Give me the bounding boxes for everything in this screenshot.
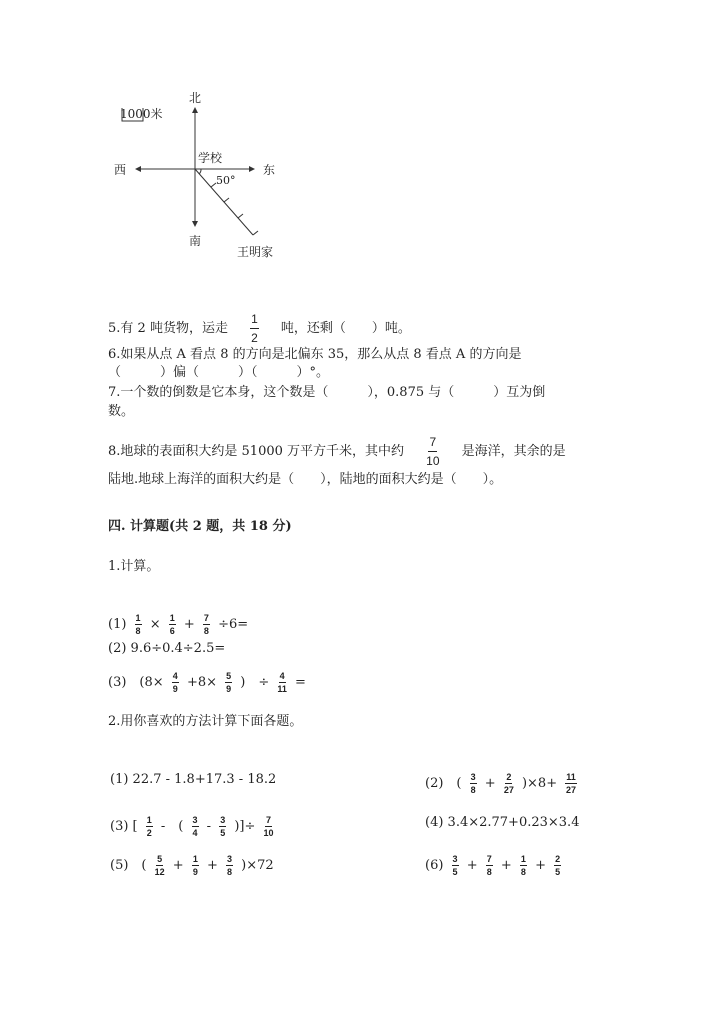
expression-text: =: [290, 675, 306, 690]
numerator: 3: [220, 815, 226, 825]
numerator: 4: [279, 671, 285, 681]
denominator: 2: [251, 331, 258, 345]
expression-text: )×8+: [517, 776, 562, 791]
fraction: [452, 853, 459, 878]
numerator: 1: [192, 854, 198, 864]
expression-text: (2) (: [425, 776, 466, 791]
denominator: 8: [470, 785, 476, 795]
section-heading: 四. 计算题(共 2 题，共 18 分): [108, 519, 292, 534]
fraction: [226, 853, 233, 878]
question-6-line2: （ ）偏（ ）（ ）°。: [108, 365, 330, 380]
fraction: [426, 433, 439, 470]
expression-text: (6): [425, 858, 448, 873]
expression-text: +: [168, 858, 188, 873]
denominator: 10: [426, 454, 440, 468]
question-6-line1: 6.如果从点 A 看点 8 的方向是北偏东 35，那么从点 8 看点 A 的方向是: [108, 347, 522, 362]
numerator: 5: [157, 854, 163, 864]
denominator: 11: [277, 684, 287, 694]
denominator: 9: [172, 684, 178, 694]
expression-text: - (: [156, 819, 188, 834]
north-label: 北: [189, 91, 202, 105]
denominator: 10: [263, 828, 274, 838]
question-8-line1: [108, 433, 566, 470]
expression-text: +: [179, 617, 199, 632]
question-5: [108, 310, 411, 347]
numerator: 1: [169, 613, 175, 623]
expression-text: +8×: [182, 675, 222, 690]
scale-label: 1000米: [120, 107, 163, 121]
fraction: [264, 814, 274, 839]
school-label: 学校: [198, 151, 223, 165]
expression-text: (5) (: [110, 858, 151, 873]
denominator: 27: [503, 785, 514, 795]
denominator: 5: [452, 867, 458, 877]
denominator: 8: [486, 867, 492, 877]
expression-text: +: [202, 858, 222, 873]
numerator: 2: [555, 854, 561, 864]
numerator: 2: [506, 772, 512, 782]
calc2-title: 2.用你喜欢的方法计算下面各题。: [108, 714, 303, 729]
numerator: 7: [428, 433, 437, 452]
expression-text: )]÷: [230, 819, 260, 834]
denominator: 9: [226, 684, 232, 694]
fraction: [135, 612, 142, 637]
denominator: 4: [192, 828, 198, 838]
fraction: [192, 853, 199, 878]
expression-text: 是海洋，其余的是: [457, 444, 566, 459]
expression-text: ÷6=: [213, 617, 249, 632]
question-7-line2: 数。: [108, 404, 135, 419]
denominator: 8: [135, 626, 141, 636]
denominator: 8: [520, 867, 526, 877]
expression-text: +: [462, 858, 482, 873]
fraction: [172, 670, 179, 695]
expression-text: )×72: [237, 858, 274, 873]
expression-text: (2) 9.6÷0.4÷2.5=: [108, 641, 226, 656]
denominator: 9: [192, 867, 198, 877]
expression-text: (1): [108, 617, 131, 632]
denominator: 5: [555, 867, 561, 877]
expression-text: ×: [145, 617, 165, 632]
expression-text: 5.有 2 吨货物，运走: [108, 321, 233, 336]
fraction: [219, 814, 226, 839]
fraction: [203, 612, 210, 637]
numerator: 11: [566, 772, 576, 782]
denominator: 27: [565, 785, 576, 795]
calc1-item-3: [108, 670, 306, 695]
numerator: 5: [226, 671, 232, 681]
numerator: 7: [486, 854, 492, 864]
fraction: [225, 670, 232, 695]
numerator: 1: [135, 613, 141, 623]
numerator: 1: [250, 310, 259, 329]
fraction: [504, 771, 514, 796]
fraction: [277, 670, 287, 695]
fraction: [155, 853, 165, 878]
numerator: 7: [203, 613, 209, 623]
calc1-title: 1.计算。: [108, 559, 160, 574]
numerator: 3: [452, 854, 458, 864]
fraction: [250, 310, 259, 347]
fraction: [169, 612, 176, 637]
denominator: 2: [146, 828, 152, 838]
denominator: 8: [203, 626, 209, 636]
calc2-item-6: [425, 853, 565, 878]
calc2-item-5: [110, 853, 274, 878]
expression-text: -: [202, 819, 216, 834]
fraction: [520, 853, 527, 878]
calc1-item-2: [108, 640, 225, 658]
direction-diagram: [100, 80, 300, 270]
question-8-line2: 陆地.地球上海洋的面积大约是（ ），陆地的面积大约是（ ）。: [108, 472, 503, 487]
fraction: [565, 771, 577, 796]
numerator: 3: [192, 815, 198, 825]
expression-text: (4) 3.4×2.77+0.23×3.4: [425, 815, 580, 830]
numerator: 7: [266, 815, 272, 825]
calc2-item-2: [425, 771, 581, 796]
fraction: [470, 771, 477, 796]
fraction: [554, 853, 561, 878]
denominator: 12: [154, 867, 165, 877]
fraction: [486, 853, 493, 878]
expression-text: 8.地球的表面积大约是 51000 万平方千米，其中约: [108, 444, 409, 459]
east-label: 东: [263, 163, 276, 177]
denominator: 6: [169, 626, 175, 636]
expression-text: (3) (8×: [108, 675, 168, 690]
expression-text: ) ÷: [236, 675, 274, 690]
calc1-item-1: [108, 612, 248, 637]
calc2-item-3: [110, 814, 278, 839]
numerator: 3: [227, 854, 233, 864]
expression-text: +: [530, 858, 551, 873]
numerator: 3: [470, 772, 476, 782]
numerator: 4: [172, 671, 178, 681]
expression-text: (3) [: [110, 819, 142, 834]
numerator: 1: [520, 854, 526, 864]
fraction: [192, 814, 199, 839]
south-label: 南: [189, 234, 202, 248]
expression-text: 吨，还剩（ ）吨。: [276, 321, 411, 336]
calc2-item-1: [110, 771, 276, 789]
expression-text: +: [496, 858, 516, 873]
fraction: [146, 814, 153, 839]
numerator: 1: [146, 815, 152, 825]
home-label: 王明家: [237, 245, 274, 259]
west-label: 西: [114, 163, 127, 177]
angle-label: 50°: [216, 174, 236, 187]
calc2-item-4: [425, 814, 579, 832]
denominator: 8: [227, 867, 233, 877]
denominator: 5: [220, 828, 226, 838]
expression-text: (1) 22.7 - 1.8+17.3 - 18.2: [110, 772, 277, 787]
question-7-line1: 7.一个数的倒数是它本身，这个数是（ ），0.875 与（ ）互为倒: [108, 385, 546, 400]
expression-text: +: [480, 776, 500, 791]
